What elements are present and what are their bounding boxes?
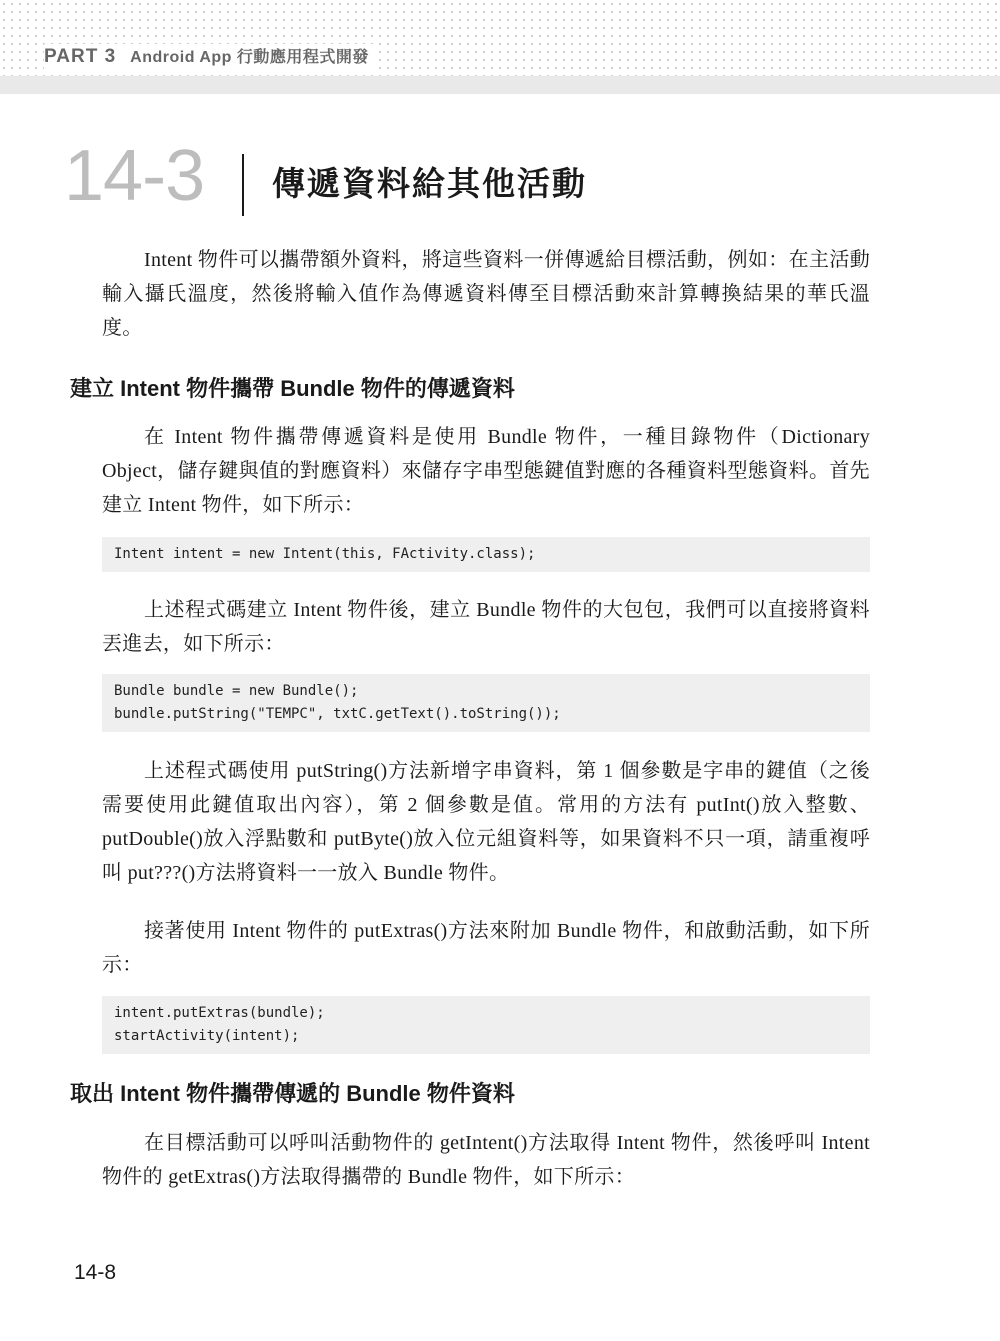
header-grey-strip <box>0 76 1000 94</box>
section-title: 傳遞資料給其他活動 <box>272 164 587 203</box>
paragraph-getintent: 在目標活動可以呼叫活動物件的 getIntent()方法取得 Intent 物件，然後呼叫 Intent 物件的 getExtras()方法取得攜帶的 Bundle 物件，如下所示： <box>102 1132 870 1188</box>
running-header <box>44 44 375 70</box>
code-line: Intent intent = new Intent(this, FActivity.class); <box>114 546 536 562</box>
paragraph-bundle-explain: 在 Intent 物件攜帶傳遞資料是使用 Bundle 物件，一種目錄物件（Dictionary Object，儲存鍵與值的對應資料）來儲存字串型態鍵值對應的各種資料型態資料。首先建立 Intent 物件，如下所示： <box>102 426 870 516</box>
part-label: PART 3 <box>44 46 117 67</box>
section-divider <box>242 154 244 216</box>
subheading-retrieve-bundle: 取出 Intent 物件攜帶傳遞的 Bundle 物件資料 <box>70 1081 515 1106</box>
code-line: bundle.putString("TEMPC", txtC.getText().toString()); <box>114 706 561 722</box>
code-line: Bundle bundle = new Bundle(); <box>114 683 359 699</box>
code-block-intent <box>102 537 870 572</box>
code-line: startActivity(intent); <box>114 1028 300 1044</box>
paragraph-intro: Intent 物件可以攜帶額外資料，將這些資料一併傳遞給目標活動，例如：在主活動輸入攝氏溫度，然後將輸入值作為傳遞資料傳至目標活動來計算轉換結果的華氏溫度。 <box>102 249 870 339</box>
code-block-putextras <box>102 996 870 1054</box>
paragraph-putextras: 接著使用 Intent 物件的 putExtras()方法來附加 Bundle 物件，和啟動活動，如下所示： <box>102 920 870 976</box>
code-line: intent.putExtras(bundle); <box>114 1005 325 1021</box>
subheading-create-bundle: 建立 Intent 物件攜帶 Bundle 物件的傳遞資料 <box>70 376 515 401</box>
section-number: 14-3 <box>64 136 205 216</box>
part-title: Android App 行動應用程式開發 <box>130 49 369 66</box>
code-block-bundle <box>102 674 870 732</box>
paragraph-putstring: 上述程式碼使用 putString()方法新增字串資料，第 1 個參數是字串的鍵值（之後需要使用此鍵值取出內容），第 2 個參數是值。常用的方法有 putInt()放入整數、putDouble()放入浮點數和 putByte()放入位元組資料等，如果資料不只一項，請重複呼叫 put???()方法將資料一一放入 Bundle 物件。 <box>102 760 870 884</box>
page-number: 14-8 <box>74 1261 117 1284</box>
paragraph-bundle-create: 上述程式碼建立 Intent 物件後，建立 Bundle 物件的大包包，我們可以直接將資料丟進去，如下所示： <box>102 599 870 655</box>
